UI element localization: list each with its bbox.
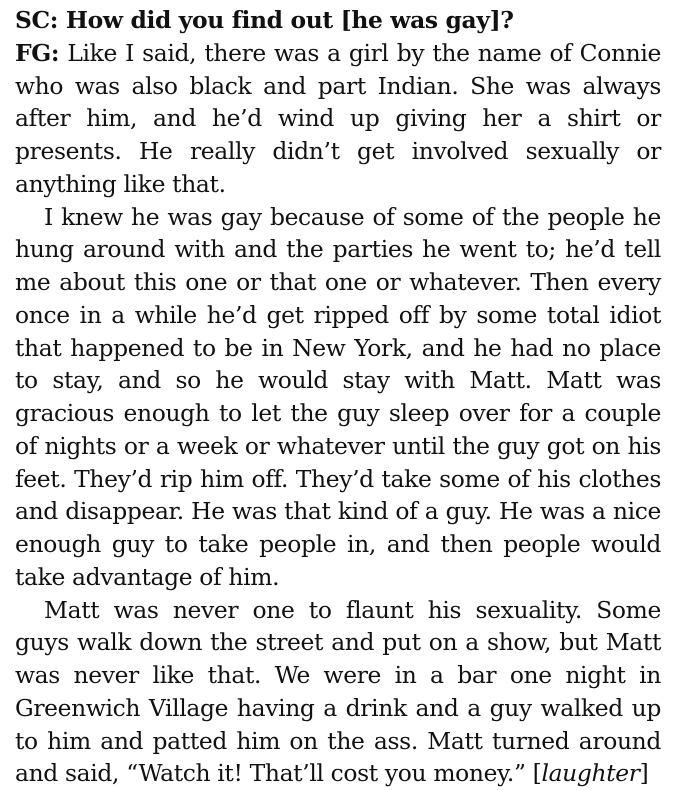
answer-text-3: Matt was never one to flaunt his sexuality. Some guys walk down the street and put on a show, but Matt was never like that. We were in a bar one night in Greenwich Village having a drink and a guy walked up to him and patted him on the ass. Matt turned around and said, “Watch it! That’ll cost you money.” — [15, 596, 661, 788]
answer-paragraph-2 — [15, 201, 661, 594]
answer-paragraph-1 — [15, 37, 661, 201]
question-speaker: SC: — [15, 6, 58, 34]
answer-text-2: I knew he was gay because of some of the people he hung around with and the parties he went to; he’d tell me about this one or that one or whatever. Then every once in a while he’d get ripped off by some total idiot that happened to be in New York, and he had no place to stay, and so he would stay with Matt. Matt was gracious enough to let the guy sleep over for a couple of nights or a week or whatever until the guy got on his feet. They’d rip him off. They’d take some of his clothes and disappear. He was that kind of a guy. He was a nice enough guy to take people in, and then people would take advantage of him. — [15, 203, 661, 591]
stage-direction: laughter — [541, 759, 639, 787]
answer-text-1: Like I said, there was a girl by the name of Connie who was also black and part Indian. She was always after him, and he’d wind up giving her a shirt or presents. He really didn’t get involved sexually or anything like that. — [15, 39, 661, 198]
question-text: How did you find out [he was gay]? — [66, 6, 514, 34]
stage-direction-close: ] — [640, 759, 649, 787]
interview-question — [15, 4, 661, 37]
interview-transcript — [15, 4, 661, 790]
stage-direction-open: [ — [533, 759, 542, 787]
answer-paragraph-3 — [15, 594, 661, 790]
answer-speaker: FG: — [15, 39, 59, 67]
